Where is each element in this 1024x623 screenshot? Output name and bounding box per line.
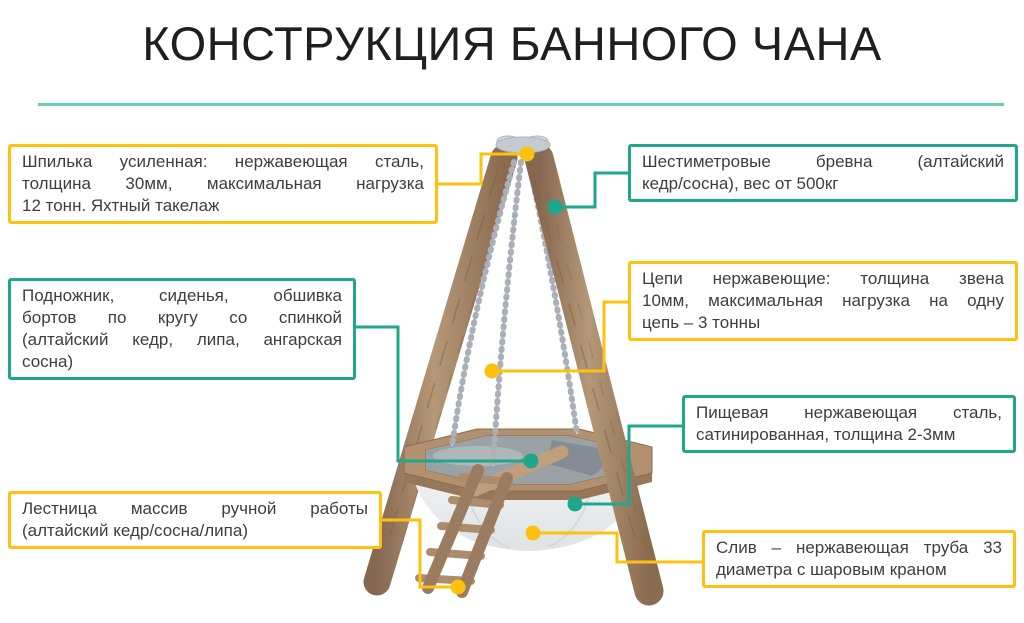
- callout-text-line: Шестиметровые бревна (алтайский: [642, 152, 1004, 171]
- callout-text-line: Подножник, сиденья, обшивка: [22, 286, 342, 305]
- callout-text-line: 10мм, максимальная нагрузка на одну: [642, 291, 1004, 310]
- callout-steel: [682, 395, 1016, 453]
- page-title: КОНСТРУКЦИЯ БАННОГО ЧАНА: [142, 17, 882, 70]
- callout-text-line: кедр/сосна), вес от 500кг: [642, 174, 839, 193]
- callout-text-line: толщина 30мм, максимальная нагрузка: [22, 174, 424, 193]
- callout-text-line: (алтайский кедр, липа, ангарская: [22, 330, 342, 349]
- connector-line-logs: [560, 173, 630, 207]
- connector-dot-chains: [485, 364, 500, 379]
- connector-dot-seats: [524, 454, 539, 469]
- callout-text-line: Пищевая нержавеющая сталь,: [696, 403, 1002, 422]
- connector-dot-logs: [548, 200, 563, 215]
- callout-text-line: диаметра с шаровым краном: [716, 560, 947, 579]
- callout-text-line: сатинированная, толщина 2-3мм: [696, 425, 956, 444]
- callout-text-line: Шпилька усиленная: нержавеющая сталь,: [22, 152, 424, 171]
- callout-ladder: [8, 491, 382, 549]
- callout-text-line: цепь – 3 тонны: [642, 313, 761, 332]
- callout-chains: [628, 261, 1018, 341]
- connector-dot-ladder: [451, 580, 466, 595]
- callout-text-line: бортов по кругу со спинкой: [22, 308, 342, 327]
- callout-text-line: (алтайский кедр/сосна/липа): [22, 521, 248, 540]
- callout-text-line: Лестница массив ручной работы: [22, 499, 368, 518]
- callout-text-line: Слив – нержавеющая труба 33: [716, 538, 1002, 557]
- callout-seats: [8, 278, 356, 380]
- callout-stud: [8, 144, 438, 224]
- connector-dot-stud: [520, 147, 535, 162]
- callout-text-line: 12 тонн. Яхтный такелаж: [22, 196, 220, 215]
- callout-text-line: сосна): [22, 352, 74, 371]
- connector-dot-drain: [526, 526, 541, 541]
- callout-logs: [628, 144, 1018, 202]
- connector-dot-steel: [568, 497, 583, 512]
- callout-drain: [702, 530, 1016, 588]
- callout-text-line: Цепи нержавеющие: толщина звена: [642, 269, 1004, 288]
